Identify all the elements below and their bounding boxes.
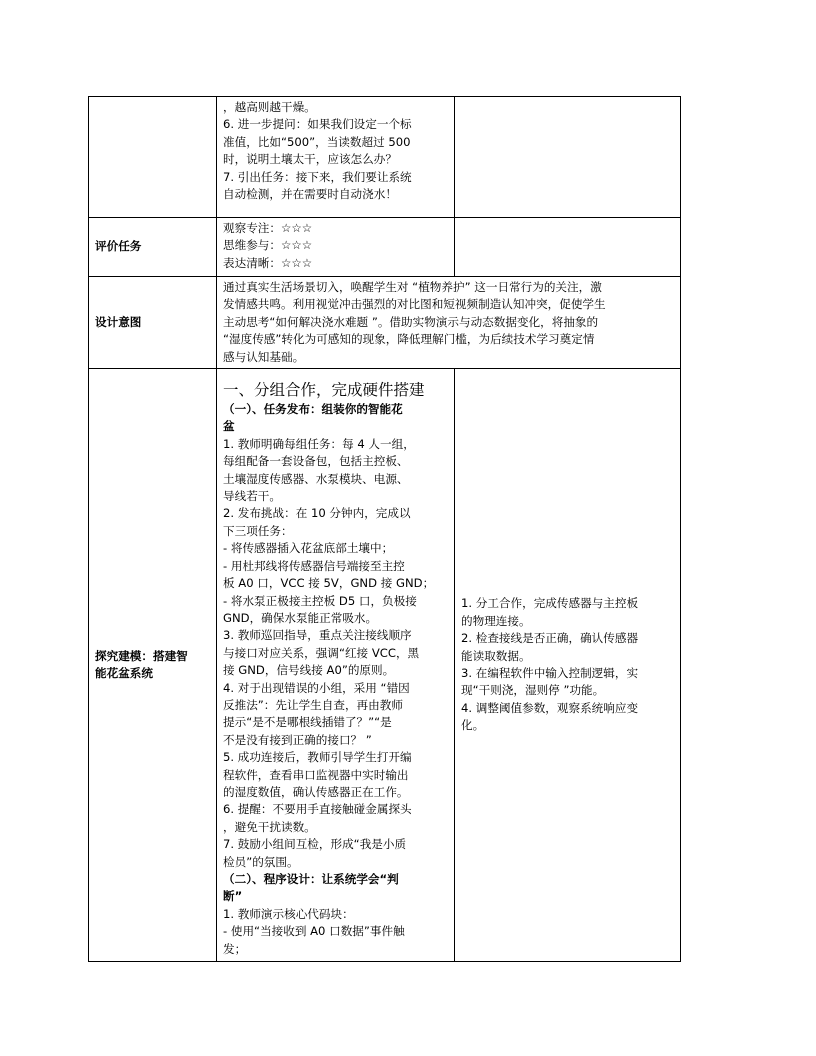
text-line: 检员”的氛围。: [223, 854, 299, 869]
subsection-heading: （二）、程序设计：让系统学会“判: [223, 872, 399, 886]
text-line: 时，说明土壤太干，应该怎么办？: [223, 152, 397, 167]
text-line: 7. 鼓励小组间互检，形成“我是小质: [223, 837, 407, 852]
text-line: ，越高则越干燥。: [223, 100, 316, 114]
label-line: 探究建模：搭建智: [95, 648, 188, 663]
text-line: - 使用“当接收到 A0 口数据”事件触: [223, 924, 405, 939]
text-line: 感与认知基础。: [223, 349, 305, 364]
label-line: 能花盆系统: [95, 666, 153, 681]
text-line: 2. 检查接线是否正确，确认传感器: [461, 631, 639, 646]
text-line: 6. 提醒：不要用手直接触碰金属探头: [223, 802, 412, 817]
text-line: 7. 引出任务：接下来，我们要让系统: [223, 169, 412, 184]
text-line: 反推法”：先让学生自查，再由教师: [223, 697, 403, 712]
text-line: 6. 进一步提问：如果我们设定一个标: [223, 117, 412, 132]
lesson-plan-table: [88, 96, 681, 962]
text-line: GND，确保水泵能正常吸水。: [223, 610, 378, 625]
text-line: 4. 调整阈值参数，观察系统响应变: [461, 700, 639, 715]
text-line: 2. 发布挑战：在 10 分钟内，完成以: [223, 506, 411, 521]
text-line: 与接口对应关系，强调“红接 VCC，黑: [223, 645, 420, 660]
text-line: 现“干则浇，湿则停 ”功能。: [461, 683, 605, 698]
label-cell-empty: [89, 97, 217, 218]
subsection-heading: （一）、任务发布：组装你的智能花: [223, 402, 403, 417]
section-heading: 一、分组合作，完成硬件搭建: [223, 381, 425, 400]
text-line: 能读取数据。: [461, 648, 531, 663]
text-line: 3. 在编程软件中输入控制逻辑，实: [461, 666, 639, 681]
text-line: 每组配备一套设备包，包括主控板、: [223, 454, 409, 469]
text-line: 板 A0 口，VCC 接 5V，GND 接 GND；: [223, 576, 435, 591]
text-line: - 将水泵正极接主控板 D5 口，负极接: [223, 593, 417, 608]
subsection-heading: 盆: [223, 419, 235, 434]
text-line: 下三项任务：: [223, 523, 293, 538]
text-line: 程软件，查看串口监视器中实时输出: [223, 767, 409, 782]
teacher-activity-cell: [217, 369, 455, 962]
text-line: 3. 教师巡回指导，重点关注接线顺序: [223, 628, 412, 643]
text-line: 土壤湿度传感器、水泵模块、电源、: [223, 471, 409, 486]
text-line: 主动思考“如何解决浇水难题 ”。借助实物演示与动态数据变化，将抽象的: [223, 314, 599, 329]
evaluation-right-empty: [455, 218, 681, 277]
text-line: 发情感共鸣。利用视觉冲击强烈的对比图和短视频制造认知冲突，促使学生: [223, 297, 606, 312]
design-intent-label: 设计意图: [89, 277, 217, 369]
rating-line: 表达清晰：☆☆☆: [223, 255, 313, 270]
text-line: 5. 成功连接后，教师引导学生打开编: [223, 750, 412, 765]
table-row-design-intent: [89, 277, 681, 369]
subsection-heading: 断”: [223, 889, 243, 904]
text-line: “湿度传感”转化为可感知的现象，降低理解门槛，为后续技术学习奠定情: [223, 332, 595, 347]
text-line: 的物理连接。: [461, 613, 531, 628]
text-line: 1. 教师明确每组任务：每 4 人一组，: [223, 436, 415, 451]
design-intent-content: [217, 277, 681, 369]
student-activity-cell: [455, 369, 681, 962]
text-line: 准值，比如“500”，当读数超过 500: [223, 134, 411, 149]
text-line: 化。: [461, 718, 485, 733]
text-line: 提示“是不是哪根线插错了？”“是: [223, 715, 392, 730]
table-row-continuation: [89, 97, 681, 218]
text-line: 的湿度数值，确认传感器正在工作。: [223, 784, 409, 799]
text-line: 1. 教师演示核心代码块：: [223, 906, 354, 921]
text-line: 自动检测，并在需要时自动浇水！: [223, 187, 397, 202]
text-line: - 用杜邦线将传感器信号端接至主控: [223, 558, 405, 573]
text-line: 导线若干。: [223, 489, 281, 504]
text-line: - 将传感器插入花盆底部土壤中；: [223, 541, 394, 556]
rating-line: 观察专注：☆☆☆: [223, 221, 313, 235]
rating-line: 思维参与：☆☆☆: [223, 238, 313, 253]
text-line: ，避免干扰读数。: [223, 819, 316, 834]
text-line: 接 GND，信号线接 A0”的原则。: [223, 663, 395, 678]
text-line: 不是没有接到正确的接口？ ”: [223, 732, 372, 747]
text-line: 1. 分工合作，完成传感器与主控板: [461, 596, 639, 611]
evaluation-content: [217, 218, 455, 277]
text-line: 4. 对于出现错误的小组，采用 “错因: [223, 680, 410, 695]
text-line: 发；: [223, 941, 247, 956]
evaluation-label: 评价任务: [89, 218, 217, 277]
content-cell-continuation: [217, 97, 455, 218]
student-activity-cell-empty: [455, 97, 681, 218]
table-row-explore-model: [89, 369, 681, 962]
text-line: 通过真实生活场景切入，唤醒学生对 “植物养护” 这一日常行为的关注，激: [223, 280, 602, 294]
table-row-evaluation: [89, 218, 681, 277]
explore-model-label: [89, 369, 217, 962]
